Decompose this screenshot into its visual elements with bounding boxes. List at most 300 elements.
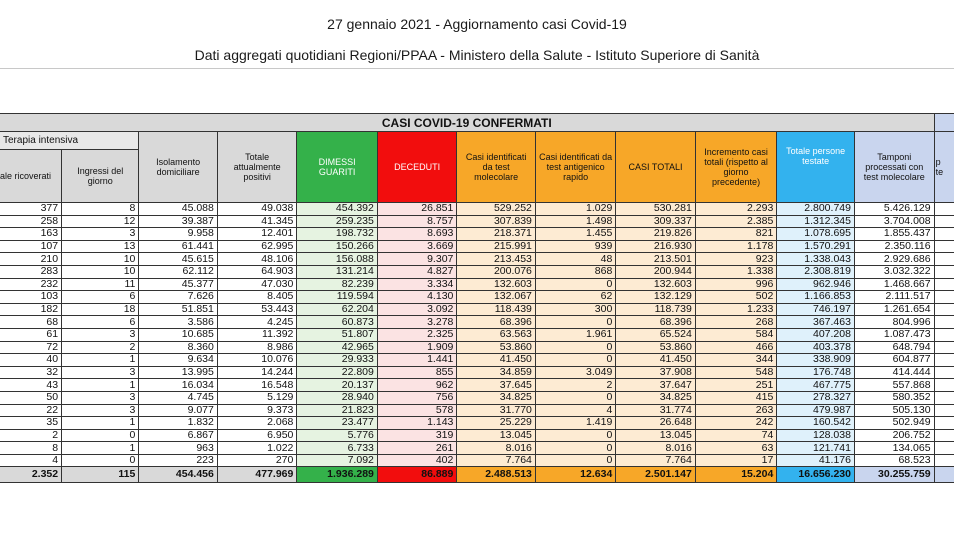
table-row (0, 328, 954, 341)
table-cell: 319 (377, 429, 457, 442)
table-cell: 32 (0, 366, 62, 379)
table-row (0, 215, 954, 228)
table-cell: 29.933 (297, 354, 378, 367)
table-cell: 9.634 (139, 354, 217, 367)
table-cell: 8.016 (457, 442, 536, 455)
table-cell: 502.949 (854, 417, 934, 430)
table-cell: 479.987 (777, 404, 855, 417)
table-cell-cut (934, 404, 954, 417)
table-cell: 132.129 (616, 291, 696, 304)
table-cell-cut (934, 240, 954, 253)
header-incremento-casi: Incremento casi totali (rispetto al giorno precedente) (695, 132, 777, 203)
table-cell: 215.991 (457, 240, 536, 253)
table-cell: 45.615 (139, 253, 217, 266)
table-cell: 548 (695, 366, 777, 379)
table-cell: 39.387 (139, 215, 217, 228)
table-cell: 1.029 (535, 203, 615, 216)
table-cell: 2 (62, 341, 139, 354)
table-cell: 1.441 (377, 354, 457, 367)
table-cell: 6.867 (139, 429, 217, 442)
table-cell: 278.327 (777, 391, 855, 404)
table-cell: 2.800.749 (777, 203, 855, 216)
table-cell: 6 (62, 316, 139, 329)
table-cell: 1.087.473 (854, 328, 934, 341)
table-cell: 8 (62, 203, 139, 216)
table-cell: 13 (62, 240, 139, 253)
table-cell: 2.308.819 (777, 265, 855, 278)
table-cell: 182 (0, 303, 62, 316)
table-cell: 82.239 (297, 278, 378, 291)
table-cell: 0 (535, 278, 615, 291)
table-row (0, 454, 954, 467)
table-cell: 5.426.129 (854, 203, 934, 216)
table-cell: 0 (535, 354, 615, 367)
table-cell: 3.049 (535, 366, 615, 379)
table-cell: 34.825 (457, 391, 536, 404)
table-cell: 20.137 (297, 379, 378, 392)
table-cell: 160.542 (777, 417, 855, 430)
table-cell: 60.873 (297, 316, 378, 329)
table-cell: 3 (62, 366, 139, 379)
table-cell: 62 (535, 291, 615, 304)
table-cell: 25.229 (457, 417, 536, 430)
table-cell: 210 (0, 253, 62, 266)
table-cell: 10.685 (139, 328, 217, 341)
table-cell: 11 (62, 278, 139, 291)
table-cell: 34.825 (616, 391, 696, 404)
totals-cell: 15.204 (695, 467, 777, 483)
table-cell-cut (934, 442, 954, 455)
table-cell: 1.261.654 (854, 303, 934, 316)
table-cell: 2.385 (695, 215, 777, 228)
table-cell: 344 (695, 354, 777, 367)
table-cell: 502 (695, 291, 777, 304)
table-cell: 45.377 (139, 278, 217, 291)
table-cell: 50 (0, 391, 62, 404)
table-cell: 0 (62, 454, 139, 467)
table-cell: 1 (62, 354, 139, 367)
table-cell-cut (934, 215, 954, 228)
header-dimessi-guariti: DIMESSI GUARITI (297, 132, 378, 203)
table-cell: 7.092 (297, 454, 378, 467)
table-cell: 62.995 (217, 240, 297, 253)
table-cell: 9.373 (217, 404, 297, 417)
table-cell: 206.752 (854, 429, 934, 442)
table-row (0, 341, 954, 354)
table-cell: 0 (535, 429, 615, 442)
table-cell: 45.088 (139, 203, 217, 216)
table-cell: 16.034 (139, 379, 217, 392)
table-row (0, 429, 954, 442)
table-cell: 3.586 (139, 316, 217, 329)
table-cell: 14.244 (217, 366, 297, 379)
table-cell: 219.826 (616, 228, 696, 241)
table-cell: 0 (535, 316, 615, 329)
table-cell: 529.252 (457, 203, 536, 216)
table-row (0, 417, 954, 430)
table-cell: 11.392 (217, 328, 297, 341)
table-cell: 22.809 (297, 366, 378, 379)
table-cell: 68.396 (616, 316, 696, 329)
table-row (0, 442, 954, 455)
table-cell: 307.839 (457, 215, 536, 228)
table-cell: 37.908 (616, 366, 696, 379)
header-ingressi-del-giorno: Ingressi del giorno (62, 150, 139, 203)
table-cell: 74 (695, 429, 777, 442)
table-cell: 31.774 (616, 404, 696, 417)
table-cell: 4.130 (377, 291, 457, 304)
table-cell: 72 (0, 341, 62, 354)
table-cell: 407.208 (777, 328, 855, 341)
table-cell: 53.860 (457, 341, 536, 354)
table-cell: 22 (0, 404, 62, 417)
table-row (0, 379, 954, 392)
table-cell: 3 (62, 328, 139, 341)
table-cell: 962 (377, 379, 457, 392)
table-cell: 53.443 (217, 303, 297, 316)
table-row (0, 291, 954, 304)
table-cell-cut (934, 391, 954, 404)
table-cell: 1 (62, 442, 139, 455)
table-cell: 1.468.667 (854, 278, 934, 291)
table-cell: 37.645 (457, 379, 536, 392)
report-title: 27 gennaio 2021 - Aggiornamento casi Covid-19 (327, 16, 627, 32)
table-cell: 8.986 (217, 341, 297, 354)
table-cell: 0 (535, 391, 615, 404)
table-cell: 61.441 (139, 240, 217, 253)
table-cell: 103 (0, 291, 62, 304)
table-cell: 414.444 (854, 366, 934, 379)
table-cell: 64.903 (217, 265, 297, 278)
table-cell: 8.016 (616, 442, 696, 455)
table-cell: 28.940 (297, 391, 378, 404)
table-cell: 4.745 (139, 391, 217, 404)
table-body (0, 203, 954, 483)
totals-cell: 16.656.230 (777, 467, 855, 483)
table-cell: 4 (535, 404, 615, 417)
totals-cell: 454.456 (139, 467, 217, 483)
table-cell: 62.112 (139, 265, 217, 278)
table-cell: 23.477 (297, 417, 378, 430)
header-casi-totali: CASI TOTALI (616, 132, 696, 203)
table-cell: 1.855.437 (854, 228, 934, 241)
table-cell: 132.603 (457, 278, 536, 291)
table-cell: 47.030 (217, 278, 297, 291)
table-cell: 53.860 (616, 341, 696, 354)
totals-cell-cut (934, 467, 954, 483)
table-cell: 200.944 (616, 265, 696, 278)
table-cell: 6.733 (297, 442, 378, 455)
table-cell: 2.293 (695, 203, 777, 216)
table-cell: 1 (62, 417, 139, 430)
table-cell: 35 (0, 417, 62, 430)
table-cell: 270 (217, 454, 297, 467)
table-cell: 283 (0, 265, 62, 278)
table-cell: 1.312.345 (777, 215, 855, 228)
table-cell: 300 (535, 303, 615, 316)
table-cell: 18 (62, 303, 139, 316)
table-cell-cut (934, 379, 954, 392)
table-cell: 756 (377, 391, 457, 404)
header-terapia-intensiva: Terapia intensiva (0, 132, 139, 150)
table-cell-cut (934, 316, 954, 329)
table-cell: 17 (695, 454, 777, 467)
table-cell: 13.995 (139, 366, 217, 379)
table-cell: 578 (377, 404, 457, 417)
table-cell-cut (934, 341, 954, 354)
table-cell: 49.038 (217, 203, 297, 216)
table-cell: 309.337 (616, 215, 696, 228)
table-cell: 1.909 (377, 341, 457, 354)
table-cell: 1.022 (217, 442, 297, 455)
header-deceduti: DECEDUTI (377, 132, 457, 203)
table-cell: 3.334 (377, 278, 457, 291)
table-row (0, 391, 954, 404)
table-cell: 41.176 (777, 454, 855, 467)
table-cell: 218.371 (457, 228, 536, 241)
table-cell: 6 (62, 291, 139, 304)
table-cell: 5.776 (297, 429, 378, 442)
table-cell: 1.338.043 (777, 253, 855, 266)
table-cell: 258 (0, 215, 62, 228)
table-cell: 62.204 (297, 303, 378, 316)
table-cell: 68.523 (854, 454, 934, 467)
table-cell: 557.868 (854, 379, 934, 392)
table-cell: 604.877 (854, 354, 934, 367)
report-title-box (0, 4, 954, 69)
table-cell-cut (934, 291, 954, 304)
table-cell: 403.378 (777, 341, 855, 354)
table-cell: 131.214 (297, 265, 378, 278)
table-cell: 584 (695, 328, 777, 341)
table-cell: 2.068 (217, 417, 297, 430)
table-cell: 7.764 (616, 454, 696, 467)
table-cell-cut (934, 278, 954, 291)
table-cell: 1.498 (535, 215, 615, 228)
header-totale-attualmente-positivi: Totale attualmente positivi (217, 132, 297, 203)
table-row (0, 253, 954, 266)
table-cell-cut (934, 366, 954, 379)
table-cell: 1.338 (695, 265, 777, 278)
table-cell-cut (934, 354, 954, 367)
table-cell: 10 (62, 265, 139, 278)
header-cut-column (934, 132, 954, 203)
table-cell: 454.392 (297, 203, 378, 216)
header-cut-column-line2: te (935, 167, 944, 177)
table-cell: 119.594 (297, 291, 378, 304)
header-group-title: CASI COVID-19 CONFERMATI (0, 114, 934, 132)
table-cell: 51.807 (297, 328, 378, 341)
table-cell: 42.965 (297, 341, 378, 354)
header-totale-persone-testate: Totale persone testate (777, 132, 855, 203)
table-cell-cut (934, 253, 954, 266)
table-cell: 2 (535, 379, 615, 392)
table-row (0, 316, 954, 329)
table-row (0, 203, 954, 216)
table-cell: 12 (62, 215, 139, 228)
header-tamponi-molecolare: Tamponi processati con test molecolare (854, 132, 934, 203)
table-cell: 1.166.853 (777, 291, 855, 304)
totals-cell: 12.634 (535, 467, 615, 483)
table-cell: 2.350.116 (854, 240, 934, 253)
header-cut-blank (934, 114, 954, 132)
table-cell: 1.570.291 (777, 240, 855, 253)
table-cell: 467.775 (777, 379, 855, 392)
table-cell: 10.076 (217, 354, 297, 367)
table-cell: 2.111.517 (854, 291, 934, 304)
table-cell-cut (934, 303, 954, 316)
table-cell: 996 (695, 278, 777, 291)
table-cell: 1.832 (139, 417, 217, 430)
table-cell: 268 (695, 316, 777, 329)
table-cell: 8.693 (377, 228, 457, 241)
table-cell: 1.419 (535, 417, 615, 430)
table-cell: 3.032.322 (854, 265, 934, 278)
table-cell: 8 (0, 442, 62, 455)
header-casi-test-molecolare: Casi identificati da test molecolare (457, 132, 536, 203)
totals-cell: 477.969 (217, 467, 297, 483)
table-row (0, 354, 954, 367)
table-cell: 156.088 (297, 253, 378, 266)
table-cell: 41.345 (217, 215, 297, 228)
table-cell: 4 (0, 454, 62, 467)
table-cell: 4.245 (217, 316, 297, 329)
table-cell: 367.463 (777, 316, 855, 329)
table-cell: 48.106 (217, 253, 297, 266)
table-cell: 338.909 (777, 354, 855, 367)
table-cell: 377 (0, 203, 62, 216)
table-cell: 2.325 (377, 328, 457, 341)
table-cell: 26.648 (616, 417, 696, 430)
table-cell: 1.143 (377, 417, 457, 430)
table-cell: 3 (62, 391, 139, 404)
totals-cell: 86.889 (377, 467, 457, 483)
totals-cell: 115 (62, 467, 139, 483)
table-cell: 68.396 (457, 316, 536, 329)
table-cell: 963 (139, 442, 217, 455)
header-totale-ricoverati: ale ricoverati (0, 150, 62, 203)
table-cell: 1.178 (695, 240, 777, 253)
table-cell: 128.038 (777, 429, 855, 442)
table-cell: 8.757 (377, 215, 457, 228)
table-cell: 31.770 (457, 404, 536, 417)
table-cell: 41.450 (457, 354, 536, 367)
table-cell: 962.946 (777, 278, 855, 291)
table-cell: 132.067 (457, 291, 536, 304)
table-cell: 118.739 (616, 303, 696, 316)
report-subtitle: Dati aggregati quotidiani Regioni/PPAA - Ministero della Salute - Istituto Superiore di Sanità (194, 47, 760, 63)
table-cell: 121.741 (777, 442, 855, 455)
table-cell: 6.950 (217, 429, 297, 442)
table-cell: 251 (695, 379, 777, 392)
table-cell: 213.453 (457, 253, 536, 266)
table-cell: 48 (535, 253, 615, 266)
table-cell: 118.439 (457, 303, 536, 316)
table-cell: 163 (0, 228, 62, 241)
table-cell: 16.548 (217, 379, 297, 392)
table-cell: 232 (0, 278, 62, 291)
table-row (0, 366, 954, 379)
table-cell: 0 (535, 442, 615, 455)
table-cell: 5.129 (217, 391, 297, 404)
table-cell: 263 (695, 404, 777, 417)
totals-row (0, 467, 954, 483)
table-cell: 939 (535, 240, 615, 253)
table-cell: 21.823 (297, 404, 378, 417)
table-cell: 923 (695, 253, 777, 266)
table-cell: 51.851 (139, 303, 217, 316)
totals-cell: 2.501.147 (616, 467, 696, 483)
table-cell: 402 (377, 454, 457, 467)
table-cell: 41.450 (616, 354, 696, 367)
table-cell: 150.266 (297, 240, 378, 253)
table-cell: 40 (0, 354, 62, 367)
table-cell: 261 (377, 442, 457, 455)
table-cell: 10 (62, 253, 139, 266)
table-cell: 259.235 (297, 215, 378, 228)
table-cell: 1.078.695 (777, 228, 855, 241)
table-cell: 804.996 (854, 316, 934, 329)
table-cell: 505.130 (854, 404, 934, 417)
table-cell: 65.524 (616, 328, 696, 341)
table-cell: 1.233 (695, 303, 777, 316)
table-cell: 134.065 (854, 442, 934, 455)
table-row (0, 404, 954, 417)
table-cell: 0 (535, 341, 615, 354)
data-sheet (0, 113, 954, 513)
table-cell: 3.092 (377, 303, 457, 316)
table-cell: 648.794 (854, 341, 934, 354)
table-cell: 580.352 (854, 391, 934, 404)
table-row (0, 240, 954, 253)
table-cell: 200.076 (457, 265, 536, 278)
table-cell: 242 (695, 417, 777, 430)
table-cell: 821 (695, 228, 777, 241)
table-cell: 3 (62, 228, 139, 241)
table-cell: 746.197 (777, 303, 855, 316)
table-cell: 855 (377, 366, 457, 379)
table-cell: 13.045 (457, 429, 536, 442)
table-cell-cut (934, 265, 954, 278)
table-cell: 1.455 (535, 228, 615, 241)
table-cell: 132.603 (616, 278, 696, 291)
table-cell: 12.401 (217, 228, 297, 241)
table-cell: 9.307 (377, 253, 457, 266)
totals-cell: 2.352 (0, 467, 62, 483)
table-cell: 68 (0, 316, 62, 329)
table-cell-cut (934, 203, 954, 216)
table-cell-cut (934, 429, 954, 442)
header-isolamento-domiciliare: Isolamento domiciliare (139, 132, 217, 203)
table-cell: 0 (535, 454, 615, 467)
table-cell-cut (934, 417, 954, 430)
header-cut-column-line1: p (935, 157, 941, 167)
table-cell: 3.704.008 (854, 215, 934, 228)
table-cell: 198.732 (297, 228, 378, 241)
table-cell: 34.859 (457, 366, 536, 379)
table-cell: 530.281 (616, 203, 696, 216)
header-casi-test-antigenico: Casi identificati da test antigenico rapido (535, 132, 615, 203)
table-cell: 2 (0, 429, 62, 442)
totals-cell: 30.255.759 (854, 467, 934, 483)
table-cell: 2.929.686 (854, 253, 934, 266)
table-cell: 868 (535, 265, 615, 278)
table-cell: 26.851 (377, 203, 457, 216)
table-row (0, 265, 954, 278)
table-cell: 466 (695, 341, 777, 354)
table-cell-cut (934, 228, 954, 241)
table-cell: 13.045 (616, 429, 696, 442)
